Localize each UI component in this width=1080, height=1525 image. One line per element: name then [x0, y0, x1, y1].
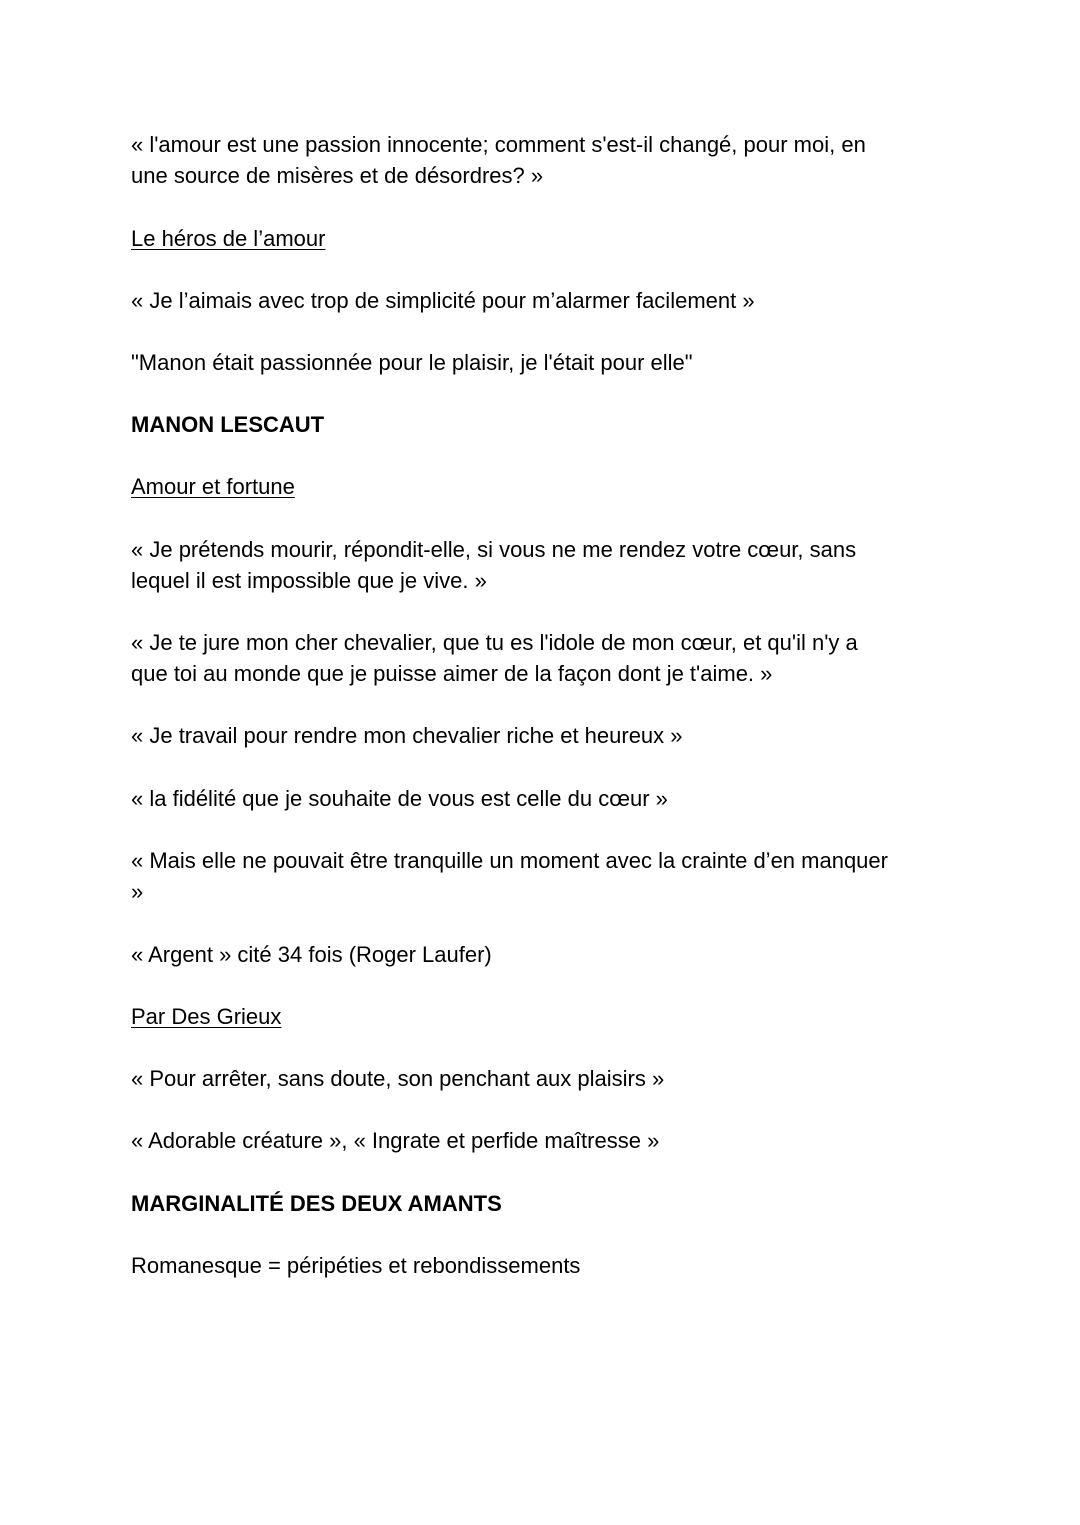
heading-manon-lescaut: MANON LESCAUT: [131, 412, 325, 437]
heading-marginalite: MARGINALITÉ DES DEUX AMANTS: [131, 1191, 502, 1216]
quote-idole-coeur: « Je te jure mon cher chevalier, que tu es l'idole de mon cœur, et qu'il n'y a que toi au monde que je puisse aimer de la façon dont je t'aime. »: [131, 630, 858, 686]
quote-adorable-creature: « Adorable créature », « Ingrate et perfide maîtresse »: [131, 1128, 660, 1153]
quote-penchant-plaisirs: « Pour arrêter, sans doute, son penchant aux plaisirs »: [131, 1066, 665, 1091]
quote-simplicite: « Je l’aimais avec trop de simplicité pour m’alarmer facilement »: [131, 288, 755, 313]
subheading-heros-amour: Le héros de l’amour: [131, 226, 326, 251]
quote-crainte-manquer: « Mais elle ne pouvait être tranquille un moment avec la crainte d’en manquer »: [131, 848, 888, 904]
quote-fidelite-coeur: « la fidélité que je souhaite de vous est celle du cœur »: [131, 786, 668, 811]
quote-pretends-mourir: « Je prétends mourir, répondit-elle, si vous ne me rendez votre cœur, sans lequel il est impossible que je vive. »: [131, 537, 857, 593]
subheading-des-grieux: Par Des Grieux: [131, 1004, 282, 1029]
note-romanesque: Romanesque = péripéties et rebondissements: [131, 1253, 581, 1278]
note-argent-cite: « Argent » cité 34 fois (Roger Laufer): [131, 942, 492, 967]
subheading-amour-fortune: Amour et fortune: [131, 474, 295, 499]
quote-passionnee: "Manon était passionnée pour le plaisir, je l'était pour elle": [131, 350, 693, 375]
quote-travail-chevalier: « Je travail pour rendre mon chevalier riche et heureux »: [131, 723, 683, 748]
quote-passion-innocente: « l'amour est une passion innocente; comment s'est-il changé, pour moi, en une source de misères et de désordres? »: [131, 132, 866, 188]
